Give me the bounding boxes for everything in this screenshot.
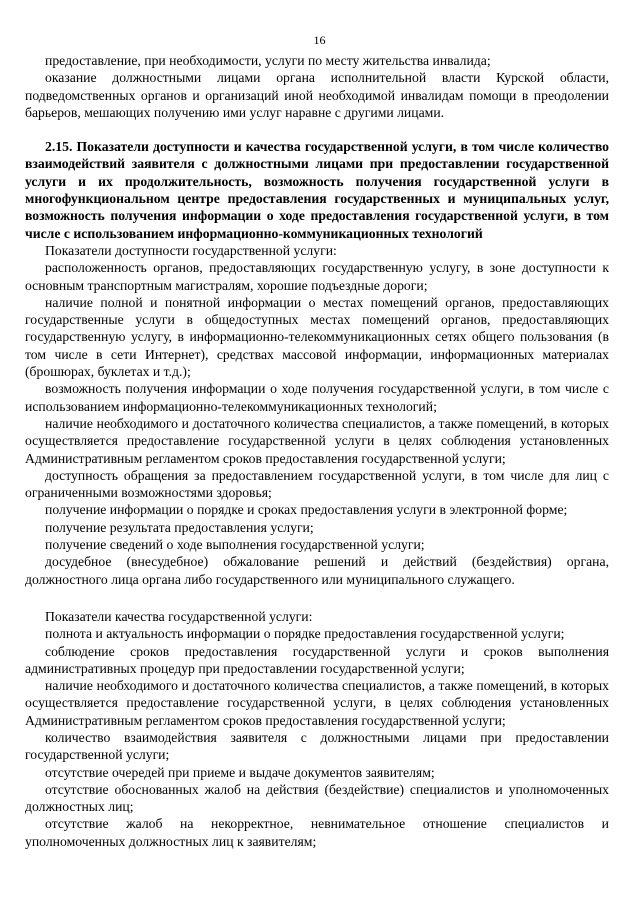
paragraph: соблюдение сроков предоставления государственной услуги и сроков выполнения административных процедур при предоставлении государственной услуги; bbox=[25, 643, 609, 676]
document-body bbox=[25, 52, 609, 850]
subsection-title: Показатели доступности государственной услуги: bbox=[45, 242, 337, 258]
paragraph: наличие необходимого и достаточного количества специалистов, а также помещений, в которых осуществляется предоставление государственной услуги, в целях соблюдения установленных Административным регламентом сроков предоставления государственной услуги; bbox=[25, 678, 609, 728]
paragraph: оказание должностными лицами органа исполнительной власти Курской области, подведомственных органов и организаций иной необходимой инвалидам помощи в преодолении барьеров, мешающих получению ими услуг наравне с другими лицами. bbox=[25, 70, 609, 120]
subsection-title: Показатели качества государственной услуги: bbox=[45, 608, 313, 624]
paragraph: получение сведений о ходе выполнения государственной услуги; bbox=[45, 537, 425, 553]
paragraph: получение информации о порядке и сроках предоставления услуги в электронной форме; bbox=[45, 502, 568, 518]
section-heading: 2.15. Показатели доступности и качества государственной услуги, в том числе количество взаимодействий заявителя с должностными лицами при предоставлении государственной услуги и их продолжительность, возможность получения государственной услуги в многофункциональном центре предоставления государственных и муниципальных услуг, возможность получения информации о ходе предоставления государственной услуги, в том числе с использованием информационно-коммуникационных технологий bbox=[25, 139, 609, 241]
paragraph: наличие полной и понятной информации о местах помещений органов, предоставляющих государственные услуги в общедоступных местах помещений органов, предоставляющих государственную услугу, в информационно-телекоммуникационных сетях общего пользования (в том числе в сети Интернет), средствах массовой информации, информационных материалах (брошюрах, буклетах и т.д.); bbox=[25, 294, 609, 380]
paragraph: доступность обращения за предоставлением государственной услуги, в том числе для лиц с ограниченными возможностями здоровья; bbox=[25, 467, 609, 501]
paragraph: предоставление, при необходимости, услуги по месту жительства инвалида; bbox=[45, 53, 491, 68]
paragraph: отсутствие жалоб на некорректное, невнимательное отношение специалистов и уполномоченных должностных лиц к заявителям; bbox=[25, 816, 609, 849]
paragraph: расположенность органов, предоставляющих государственную услугу, в зоне доступности к основным транспортным магистралям, хорошие подъездные дороги; bbox=[25, 260, 609, 293]
paragraph: возможность получения информации о ходе получения государственной услуги, в том числе с использованием информационно-телекоммуникационных технологий; bbox=[25, 381, 609, 414]
paragraph: полнота и актуальность информации о порядке предоставления государственной услуги; bbox=[45, 626, 565, 642]
paragraph: наличие необходимого и достаточного количества специалистов, а также помещений, в которых осуществляется предоставление государственной услуги в целях соблюдения установленных Административным регламентом сроков предоставления государственной услуги; bbox=[25, 415, 609, 466]
paragraph: отсутствие очередей при приеме и выдаче документов заявителям; bbox=[45, 764, 435, 780]
paragraph: отсутствие обоснованных жалоб на действия (бездействие) специалистов и уполномоченных должностных лиц; bbox=[25, 781, 609, 815]
paragraph: досудебное (внесудебное) обжалование решений и действий (бездействия) органа, должностного лица органа либо государственного или муниципального служащего. bbox=[25, 554, 609, 587]
page-number: 16 bbox=[313, 33, 326, 47]
paragraph: получение результата предоставления услуги; bbox=[45, 519, 314, 535]
paragraph: количество взаимодействия заявителя с должностными лицами при предоставлении государственной услуги; bbox=[25, 729, 609, 763]
